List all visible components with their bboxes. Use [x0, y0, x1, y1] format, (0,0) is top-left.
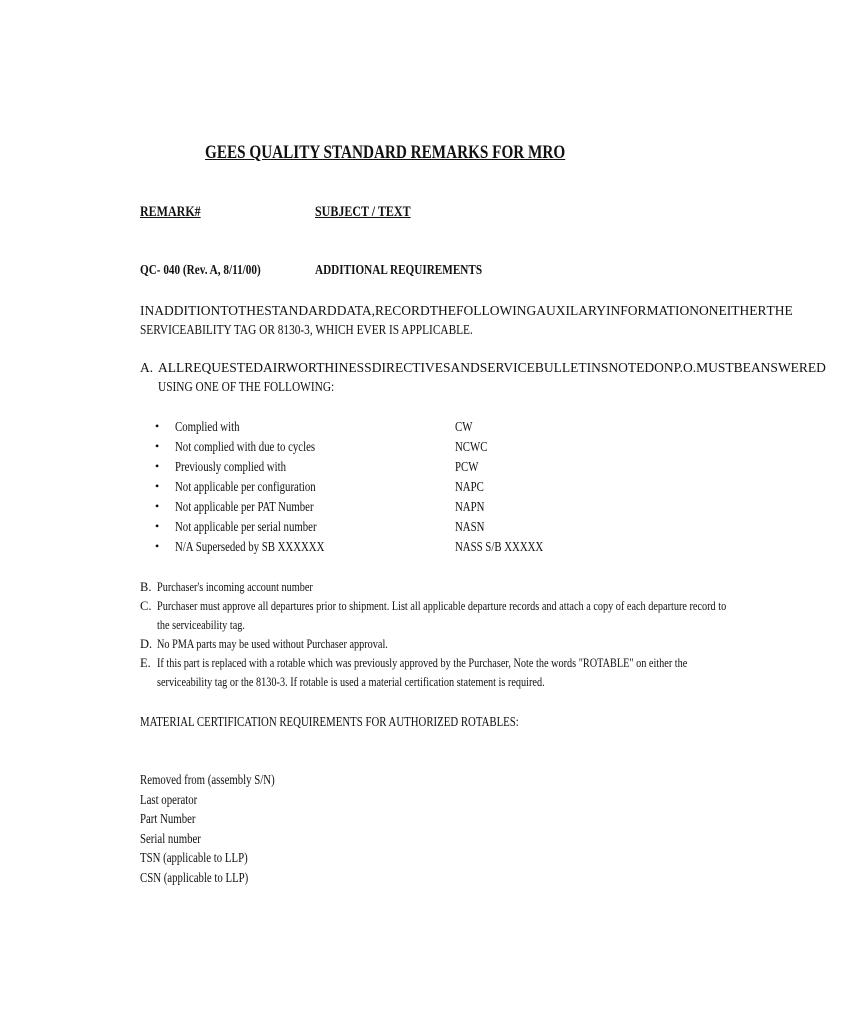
- answer-code-text: NCWC: [455, 439, 488, 454]
- justified-word: EITHER: [718, 303, 767, 318]
- answer-label: [175, 479, 351, 495]
- answer-code: [455, 519, 492, 535]
- item-letter: A.: [140, 360, 154, 375]
- justified-word: DATA,: [336, 303, 375, 318]
- justified-word: RECORD: [374, 303, 430, 318]
- remark-subject-text: ADDITIONAL REQUIREMENTS: [315, 263, 483, 278]
- justified-word: INFORMATION: [606, 303, 700, 318]
- document-title: [0, 142, 770, 164]
- material-cert-field: [140, 870, 308, 890]
- item-letter: E.: [140, 656, 151, 670]
- answer-code: [455, 539, 565, 555]
- item-letter: B.: [140, 580, 152, 594]
- answer-label-text: Not applicable per PAT Number: [175, 499, 314, 514]
- justified-word: MUST: [696, 360, 734, 375]
- answer-label-text: N/A Superseded by SB XXXXXX: [175, 539, 325, 554]
- justified-word: THE: [429, 303, 456, 318]
- answer-code: [455, 439, 496, 455]
- justified-word: NOTED: [608, 360, 655, 375]
- material-cert-field-text: Last operator: [140, 791, 198, 807]
- requirement-item-line: [140, 637, 700, 656]
- answer-code-text: NASN: [455, 519, 485, 534]
- remark-column-header: [140, 204, 216, 221]
- remark-subject: [315, 263, 524, 279]
- answer-label-text: Not applicable per serial number: [175, 519, 317, 534]
- answer-label-text: Complied with: [175, 419, 240, 434]
- justified-word: ADDITION: [154, 303, 221, 318]
- requirement-item: [140, 580, 700, 599]
- bullet-glyph: •: [155, 519, 160, 533]
- material-cert-field: [140, 792, 308, 812]
- requirement-item-line: [140, 580, 700, 599]
- requirement-item: [140, 637, 700, 656]
- justified-word: IN: [140, 303, 155, 318]
- intro-line-2: [140, 320, 700, 339]
- answer-label-text: Not applicable per configuration: [175, 479, 316, 494]
- answer-label: [175, 499, 348, 515]
- answer-code-row: [155, 499, 575, 519]
- answer-label: [175, 539, 362, 555]
- remark-id-text: QC- 040 (Rev. A, 8/11/00): [140, 263, 261, 278]
- material-cert-field-text: Removed from (assembly S/N): [140, 772, 275, 787]
- subject-header-text: SUBJECT / TEXT: [315, 204, 411, 220]
- requirement-item-line: [140, 675, 700, 694]
- answer-code-list: [155, 419, 575, 559]
- answer-label-text: Previously complied with: [175, 459, 286, 474]
- justified-word: ALL: [158, 360, 185, 375]
- bullet-glyph: •: [155, 439, 160, 453]
- remark-id: [140, 263, 291, 279]
- item-letter: C.: [140, 599, 152, 613]
- justified-word: ANSWERED: [750, 360, 826, 375]
- answer-code-text: NASS S/B XXXXX: [455, 539, 544, 554]
- justified-word: REQUESTED: [184, 360, 263, 375]
- answer-code: [455, 499, 492, 515]
- answer-label-text: Not complied with due to cycles: [175, 439, 316, 454]
- material-cert-field-text: Part Number: [140, 811, 196, 826]
- requirement-item-text: No PMA parts may be used without Purchaser approval.: [157, 637, 388, 651]
- answer-label: [175, 459, 314, 475]
- justified-word: AIRWORTHINESS: [263, 360, 372, 375]
- justified-word: THE: [238, 303, 265, 318]
- requirement-item-line: [140, 599, 727, 618]
- item-a-line-2-text: USING ONE OF THE FOLLOWING:: [158, 379, 335, 394]
- bullet-glyph: •: [155, 459, 160, 473]
- justified-word: AND: [450, 360, 480, 375]
- remark-header-text: REMARK#: [140, 204, 201, 220]
- requirement-item-line: [140, 656, 700, 675]
- answer-code-row: [155, 439, 575, 459]
- answer-code-row: [155, 479, 575, 499]
- answer-code: [455, 479, 491, 495]
- answer-label: [175, 519, 352, 535]
- material-cert-field-text: TSN (applicable to LLP): [140, 850, 248, 865]
- bullet-glyph: •: [155, 499, 160, 513]
- requirement-item-text: the serviceability tag.: [157, 618, 245, 632]
- intro-paragraph: [140, 301, 793, 339]
- answer-code: [455, 419, 477, 435]
- material-cert-heading: [140, 714, 613, 730]
- material-cert-field-text: CSN (applicable to LLP): [140, 869, 249, 885]
- material-cert-fields: [140, 772, 308, 889]
- justified-word: BE: [733, 360, 751, 375]
- answer-code-row: [155, 519, 575, 539]
- justified-word: SERVICE: [479, 360, 535, 375]
- answer-code-row: [155, 419, 575, 439]
- justified-word: ON: [654, 360, 674, 375]
- justified-word: STANDARD: [264, 303, 337, 318]
- requirement-item: [140, 599, 727, 637]
- material-cert-field: [140, 772, 308, 792]
- subject-column-header: [315, 204, 435, 221]
- item-letter: D.: [140, 637, 153, 651]
- answer-code-row: [155, 539, 575, 559]
- justified-word: FOLLOWING: [456, 303, 537, 318]
- material-cert-field-text: Serial number: [140, 830, 201, 846]
- answer-label: [175, 439, 350, 455]
- requirement-item-line: [140, 618, 700, 637]
- justified-word: P.O.: [673, 360, 697, 375]
- requirement-items-b-e: [140, 580, 727, 694]
- material-cert-field: [140, 831, 308, 851]
- answer-code-text: PCW: [455, 459, 479, 474]
- requirement-item-text: Purchaser's incoming account number: [157, 580, 313, 594]
- intro-line-1: [140, 301, 793, 320]
- requirement-item-text: Purchaser must approve all departures prior to shipment. List all applicable departure records and attach a copy of each departure record to: [157, 599, 727, 613]
- requirement-item-text: If this part is replaced with a rotable which was previously approved by the Purchaser, Note the words "ROTABLE" on either the: [157, 656, 688, 670]
- requirement-item: [140, 656, 700, 694]
- item-a-text: [158, 358, 826, 396]
- justified-word: BULLETINS: [534, 360, 609, 375]
- item-a-line-1: [158, 358, 826, 377]
- justified-word: THE: [766, 303, 793, 318]
- material-cert-field: [140, 850, 308, 870]
- bullet-glyph: •: [155, 539, 160, 553]
- document-title-text: GEES QUALITY STANDARD REMARKS FOR MRO: [204, 142, 566, 163]
- material-cert-heading-text: MATERIAL CERTIFICATION REQUIREMENTS FOR AUTHORIZED ROTABLES:: [140, 714, 519, 729]
- justified-word: AUXILARY: [536, 303, 606, 318]
- material-cert-field: [140, 811, 308, 831]
- answer-code: [455, 459, 484, 475]
- answer-code-text: NAPN: [455, 499, 485, 514]
- requirement-item-text: serviceability tag or the 8130-3. If rotable is used a material certification statement is required.: [157, 675, 545, 689]
- justified-word: TO: [220, 303, 238, 318]
- bullet-glyph: •: [155, 419, 160, 433]
- answer-code-text: CW: [455, 419, 473, 434]
- item-a-line-2: [158, 377, 700, 396]
- intro-line-2-text: SERVICEABILITY TAG OR 8130-3, WHICH EVER IS APPLICABLE.: [140, 322, 473, 337]
- bullet-glyph: •: [155, 479, 160, 493]
- justified-word: ON: [699, 303, 719, 318]
- justified-word: DIRECTIVES: [371, 360, 451, 375]
- answer-code-row: [155, 459, 575, 479]
- answer-code-text: NAPC: [455, 479, 484, 494]
- answer-label: [175, 419, 256, 435]
